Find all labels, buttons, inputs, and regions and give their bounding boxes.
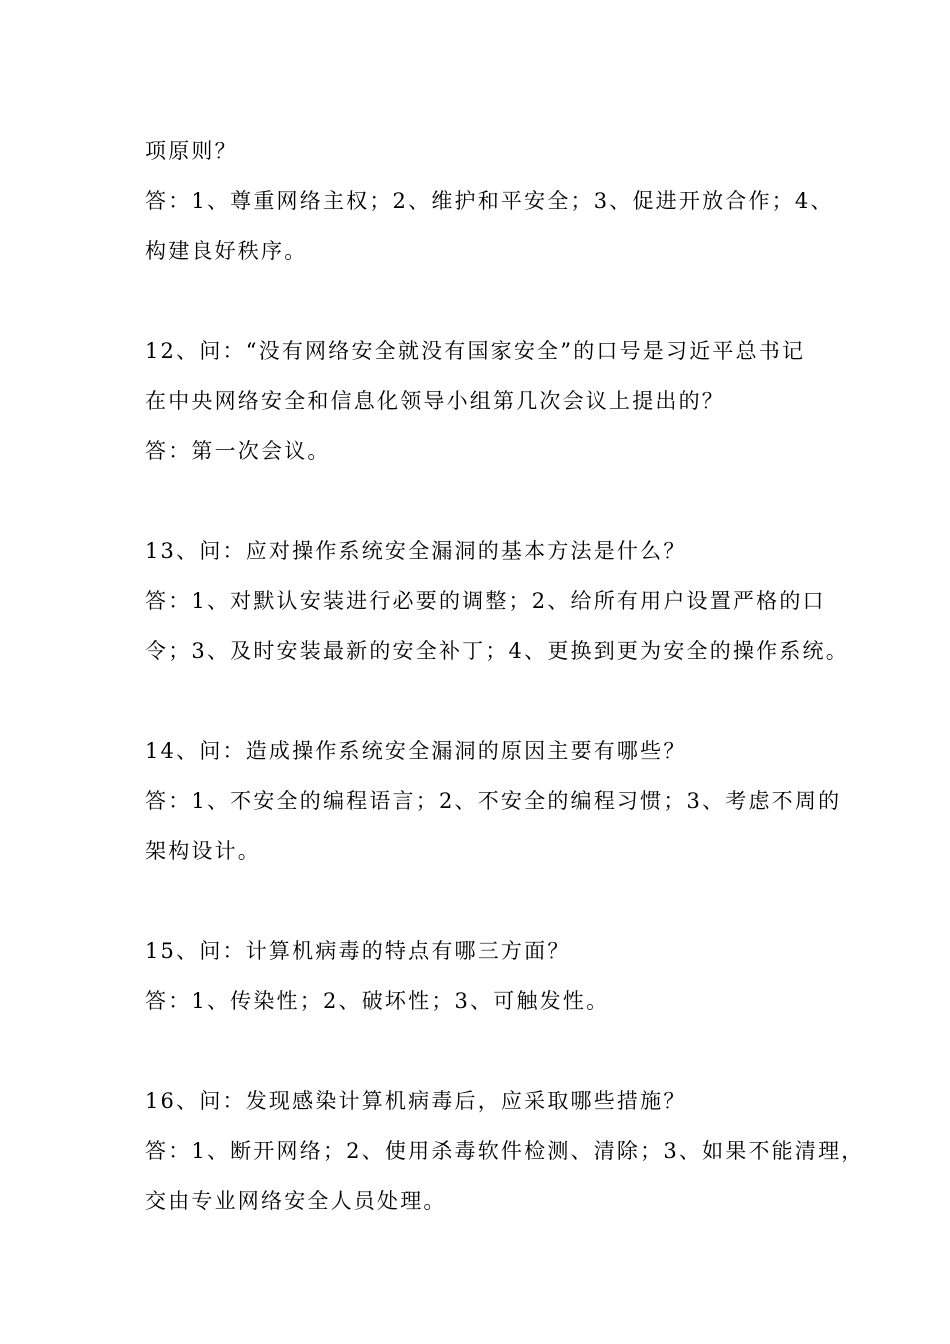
- answer-line: 交由专业网络安全人员处理。: [145, 1189, 447, 1213]
- answer-line: 令；3、及时安装最新的安全补丁；4、更换到更为安全的操作系统。: [145, 639, 849, 663]
- answer-line: 答：1、断开网络；2、使用杀毒软件检测、清除；3、如果不能清理，: [145, 1139, 865, 1163]
- question-line: 15、问：计算机病毒的特点有哪三方面？: [145, 939, 571, 963]
- text-line: 构建良好秩序。: [145, 239, 308, 263]
- text-line: 答：1、尊重网络主权；2、维护和平安全；3、促进开放合作；4、: [145, 189, 834, 213]
- question-line: 在中央网络安全和信息化领导小组第几次会议上提出的？: [145, 389, 725, 413]
- question-line: 12、问：“没有网络安全就没有国家安全”的口号是习近平总书记: [145, 339, 806, 363]
- answer-line: 架构设计。: [145, 839, 261, 863]
- text-line: 项原则？: [145, 139, 238, 163]
- question-line: 13、问：应对操作系统安全漏洞的基本方法是什么？: [145, 539, 687, 563]
- question-line: 16、问：发现感染计算机病毒后，应采取哪些措施？: [145, 1089, 687, 1113]
- answer-line: 答：1、传染性；2、破坏性；3、可触发性。: [145, 989, 610, 1013]
- question-line: 14、问：造成操作系统安全漏洞的原因主要有哪些？: [145, 739, 687, 763]
- answer-line: 答：1、不安全的编程语言；2、不安全的编程习惯；3、考虑不周的: [145, 789, 842, 813]
- answer-line: 答：1、对默认安装进行必要的调整；2、给所有用户设置严格的口: [145, 589, 826, 613]
- answer-line: 答：第一次会议。: [145, 439, 331, 463]
